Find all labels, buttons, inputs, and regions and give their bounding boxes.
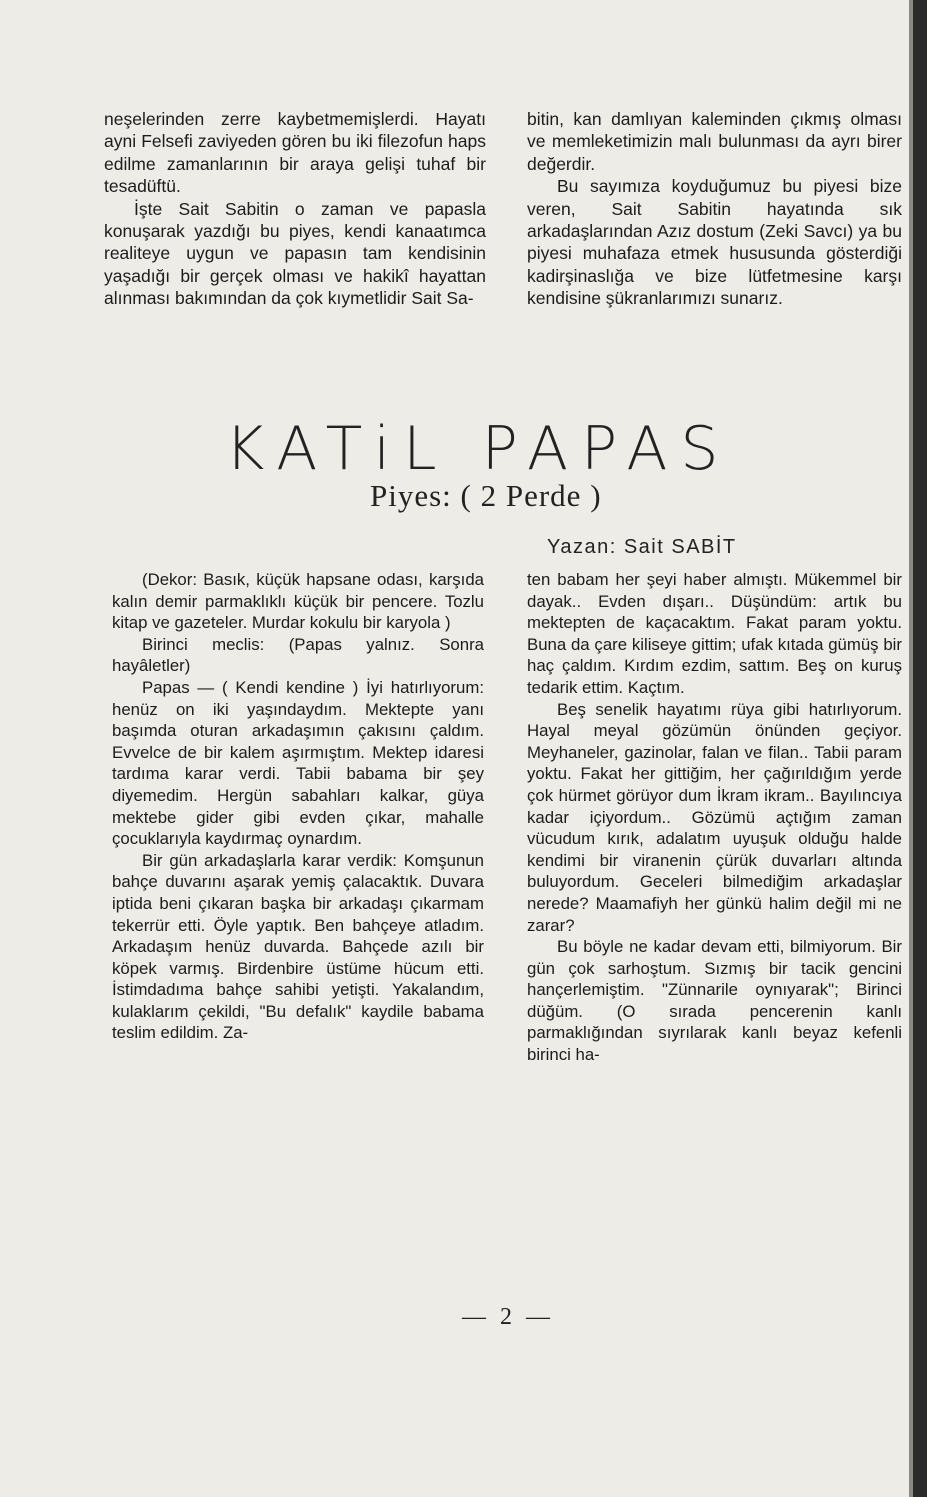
intro-left-paragraph: İşte Sait Sabitin o zaman ve papasla konuşarak yazdığı bu piyes, kendi kanaatımca realiteye uygun ve papasın tam kendisinin yaşadığı bir gerçek olması ve hakikî hayattan alınması bakımından da çok kıymetlidir Sait Sa- [104, 198, 486, 309]
play-left-paragraph: Bir gün arkadaşlarla karar verdik: Komşunun bahçe duvarını aşarak yemiş çalacaktık. Duvara iptida beni çıkaran başka bir arkadaşı çıkarmam tekerrür etti. Öyle yaptık. Ben bahçeye atladım. Arkadaşım henüz duvarda. Bahçede azılı bir köpek varmış. Birdenbire üstüme hücum etti. İstimdadıma bahçe sahibi yetişti. Yakalandım, kulaklarım çekildi, "Bu defalık" kaydile babama teslim edildim. Za- [112, 850, 484, 1043]
intro-left-paragraph: neşelerinden zerre kaybetmemişlerdi. Hayatı ayni Felsefi zaviyeden gören bu iki filezofun haps edilme zamanlarının bir araya gelişi tuhaf bir tesadüftü. [104, 109, 486, 197]
play-right-paragraph: Bu böyle ne kadar devam etti, bilmiyorum. Bir gün çok sarhoştum. Sızmış bir tacik gencini hançerlemiştim. "Zünnarile oynıyarak"; Birinci düğüm. (O sırada pencerenin kanlı parmaklığından sıyrılarak kanlı beyaz kefenli birinci ha- [527, 937, 902, 1065]
play-left-paragraph: Birinci meclis: (Papas yalnız. Sonra hayâletler) [112, 634, 484, 676]
play-column-right [527, 569, 902, 1066]
intro-right-paragraph: bitin, kan damlıyan kaleminden çıkmış olması ve memleketimizin malı bulunması da ayrı birer değerdir. [527, 109, 902, 174]
intro-right-paragraph: Bu sayımıza koyduğumuz bu piyesi bize veren, Sait Sabitin hayatında sık arkadaşlarından Azız dostum (Zeki Savcı) ya bu piyesi muhafaza etmek hususunda gösterdiği kadirşinaslığa ve bize lütfetmesine karşı kendisine şükranlarımızı sunarız. [527, 176, 902, 309]
play-right-paragraph: ten babam her şeyi haber almıştı. Mükemmel bir dayak.. Evden dışarı.. Düşündüm: artık bu mektepten de kaçacaktım. Fakat param yoktu. Buna da çare kiliseye gittim; ufak kıtada gümüş bir haç çaldım. Kırdım ezdim, sattım. Beş on kuruş tedarik ettim. Kaçtım. [527, 570, 902, 697]
play-subtitle: Piyes: ( 2 Perde ) [370, 478, 602, 513]
page-number: — 2 — [462, 1304, 554, 1330]
play-left-paragraph: (Dekor: Basık, küçük hapsane odası, karşıda kalın demir parmaklıklı küçük bir pencere. Tozlu kitap ve gazeteler. Murdar kokulu bir karyola ) [112, 570, 484, 633]
intro-column-left [104, 108, 486, 310]
play-left-paragraph: Papas — ( Kendi kendine ) İyi hatırlıyorum: henüz on iki yaşındaydım. Mektepte yanı başımda oturan arkadaşımın çakısını çaldım. Evvelce de bir kalem aşırmıştım. Mektep idaresi tardıma karar verdi. Tabii babama bir şey diyemedim. Hergün sabahları kalkar, güya mektebe gider gibi evden çıkar, mahalle çocuklarıyla kaydırmaç oynardım. [112, 677, 484, 849]
intro-column-right [527, 108, 902, 310]
play-title: KATiL PAPAS [225, 414, 732, 484]
page-edge [913, 0, 927, 1497]
play-column-left [112, 569, 484, 1044]
play-right-paragraph: Beş senelik hayatımı rüya gibi hatırlıyorum. Hayal meyal gözümün önünden geçiyor. Meyhaneler, gazinolar, falan ve filan.. Tabii param yoktu. Fakat her gittiğim, her çağırıldığım yerde çok hürmet görüyor dum İkram ikram.. Bayılıncıya kadar içiyordum.. Gözümü açtığım zaman vücudum kırık, adalatım uyuşuk olduğu halde kendimi bir viranenin çürük duvarları altında buluyordum. Geceleri bilmediğim arkadaşlar nerede? Maamafiyh her günkü halim değil mi ne zarar? [527, 699, 902, 935]
play-author: Yazan: Sait SABİT [547, 536, 737, 558]
